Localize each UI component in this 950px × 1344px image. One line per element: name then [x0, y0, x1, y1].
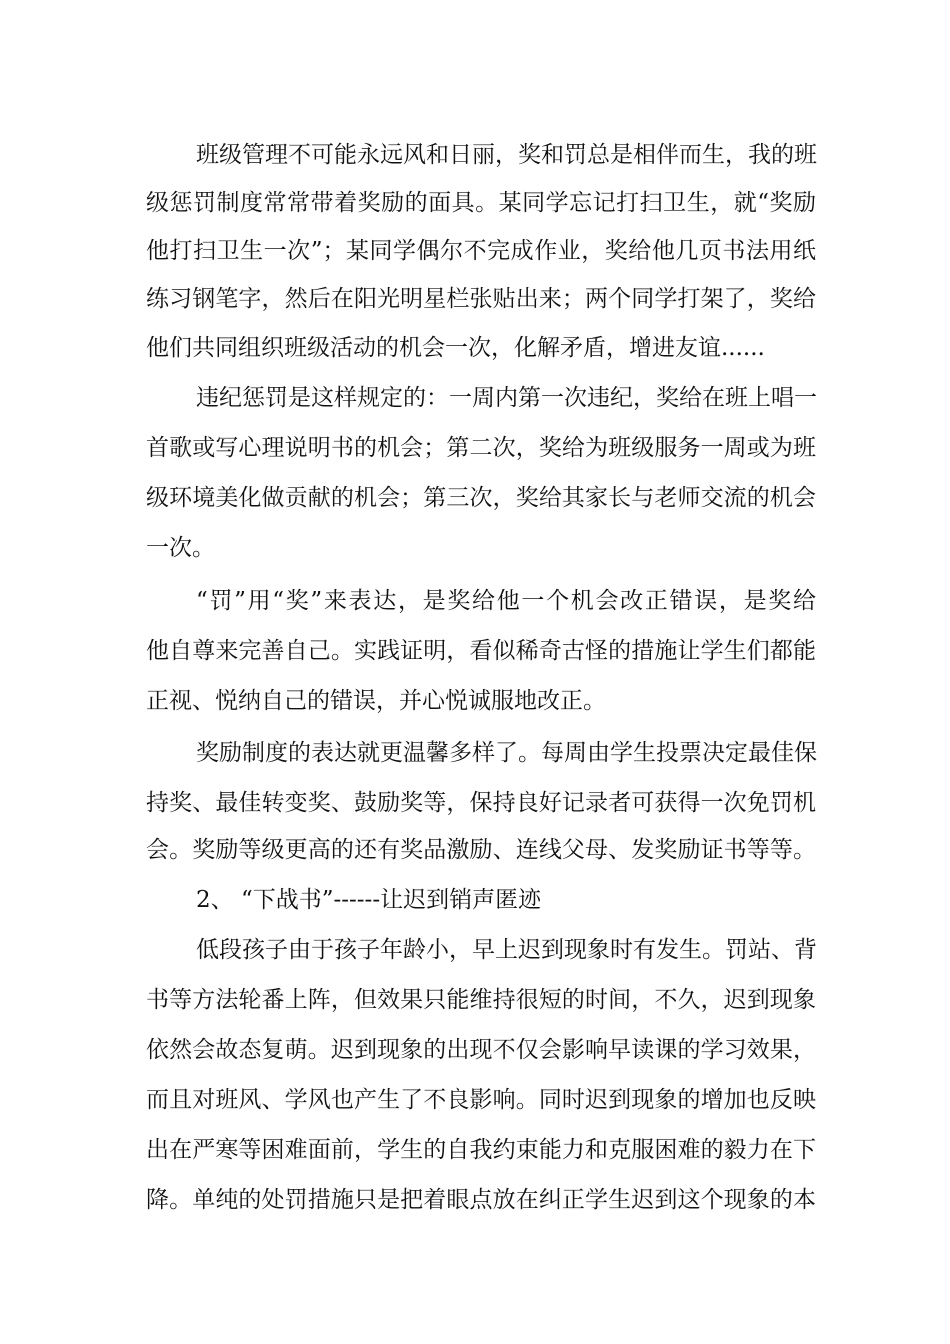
- paragraph-1-line-5: 他们共同组织班级活动的机会一次，化解矛盾，增进友谊......: [146, 335, 765, 361]
- paragraph-2-line-4: 一次。: [146, 535, 215, 561]
- paragraph-2-line-2: 首歌或写心理说明书的机会；第二次，奖给为班级服务一周或为班: [146, 435, 816, 461]
- paragraph-1-line-1: 班级管理不可能永远风和日丽，奖和罚总是相伴而生，我的班: [196, 142, 817, 168]
- paragraph-5-line-2: 书等方法轮番上阵，但效果只能维持很短的时间，不久，迟到现象: [146, 987, 816, 1013]
- paragraph-5-line-5: 出在严寒等困难面前，学生的自我约束能力和克服困难的毅力在下: [146, 1137, 816, 1163]
- paragraph-3-line-1: “罚”用“奖”来表达，是奖给他一个机会改正错误，是奖给: [196, 588, 816, 614]
- paragraph-4-line-2: 持奖、最佳转变奖、鼓励奖等，保持良好记录者可获得一次免罚机: [146, 790, 816, 816]
- paragraph-2-line-3: 级环境美化做贡献的机会；第三次，奖给其家长与老师交流的机会: [146, 485, 816, 511]
- paragraph-1-line-3: 他打扫卫生一次”；某同学偶尔不完成作业，奖给他几页书法用纸: [146, 238, 816, 264]
- paragraph-5-line-3: 依然会故态复萌。迟到现象的出现不仅会影响早读课的学习效果，: [146, 1037, 816, 1063]
- paragraph-5-line-6: 降。单纯的处罚措施只是把着眼点放在纠正学生迟到这个现象的本: [146, 1187, 816, 1213]
- paragraph-4-line-3: 会。奖励等级更高的还有奖品激励、连线父母、发奖励证书等等。: [146, 837, 816, 863]
- paragraph-5-line-4: 而且对班风、学风也产生了不良影响。同时迟到现象的增加也反映: [146, 1087, 816, 1113]
- paragraph-4-line-1: 奖励制度的表达就更温馨多样了。每周由学生投票决定最佳保: [196, 740, 817, 766]
- section-heading: 2、 “下战书”------让迟到销声匿迹: [196, 887, 542, 913]
- paragraph-2-line-1: 违纪惩罚是这样规定的：一周内第一次违纪，奖给在班上唱一: [196, 385, 817, 411]
- paragraph-3-line-3: 正视、悦纳自己的错误，并心悦诚服地改正。: [146, 688, 606, 714]
- paragraph-1-line-4: 练习钢笔字，然后在阳光明星栏张贴出来；两个同学打架了，奖给: [146, 286, 816, 312]
- paragraph-1-line-2: 级惩罚制度常常带着奖励的面具。某同学忘记打扫卫生，就“奖励: [146, 190, 816, 216]
- paragraph-5-line-1: 低段孩子由于孩子年龄小，早上迟到现象时有发生。罚站、背: [196, 937, 817, 963]
- paragraph-3-line-2: 他自尊来完善自己。实践证明，看似稀奇古怪的措施让学生们都能: [146, 638, 816, 664]
